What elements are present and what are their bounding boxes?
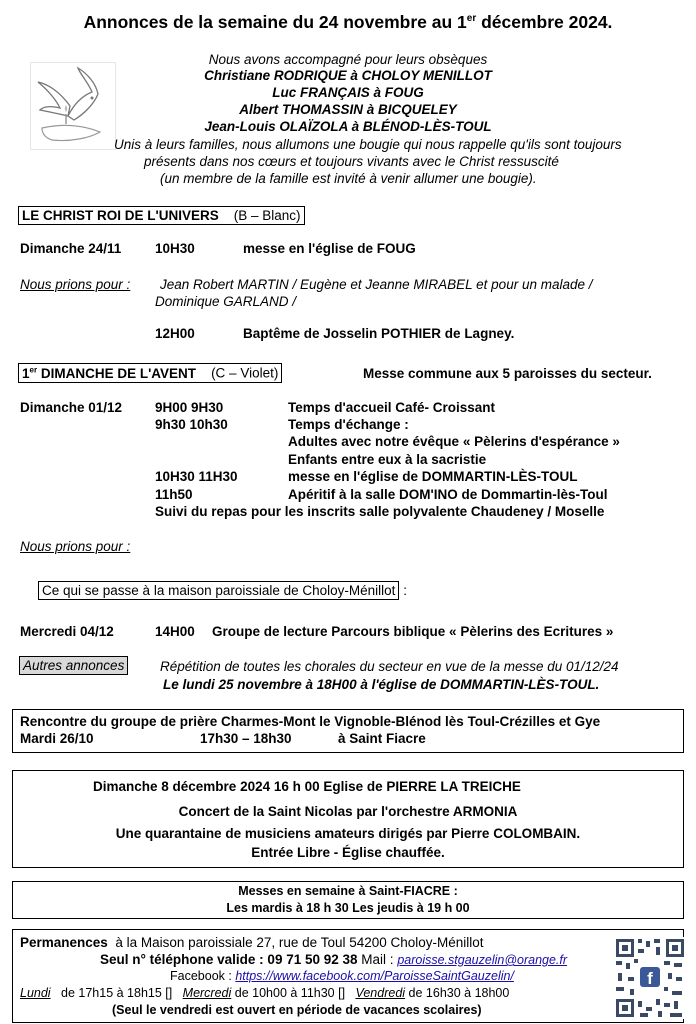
mass-event: messe en l'église de FOUG <box>243 241 416 256</box>
prayer-group-place: à Saint Fiacre <box>338 731 426 746</box>
schedule-event: Temps d'échange : <box>288 417 409 432</box>
opening-hours: Lundi de 17h15 à 18h15 [] Mercredi de 10h00 à 11h30 [] Vendredi de 16h30 à 18h00 <box>20 986 510 1000</box>
pray-label: Nous prions pour : <box>20 539 131 554</box>
baptism-time: 12H00 <box>155 326 195 341</box>
pray-names: Jean Robert MARTIN / Eugène et Jeanne MIRABEL et pour un malade / <box>160 277 593 292</box>
permanences-line: Permanences à la Maison paroissiale 27, rue de Toul 54200 Choloy-Ménillot <box>20 935 484 950</box>
page-title: Annonces de la semaine du 24 novembre au 1er décembre 2024. <box>83 12 613 32</box>
weekday-mass-times: Les mardis à 18 h 30 Les jeudis à 19 h 00 <box>226 901 470 915</box>
obituary-message: (un membre de la famille est invité à venir allumer une bougie). <box>160 171 537 186</box>
prayer-group-time: 17h30 – 18h30 <box>200 731 292 746</box>
mass-day: Dimanche 01/12 <box>20 400 123 415</box>
section-heading-avent: 1er DIMANCHE DE L'AVENT (C – Violet) <box>18 363 282 383</box>
schedule-time: 9H00 9H30 <box>155 400 224 415</box>
section-heading-maison: Ce qui se passe à la maison paroissiale de Choloy-Ménillot : <box>38 583 407 598</box>
contact-line: Seul n° téléphone valide : 09 71 50 92 38 Mail : paroisse.stgauzelin@orange.fr <box>100 952 568 967</box>
schedule-time: 10H30 11H30 <box>155 469 238 484</box>
autres-annonces-line: Répétition de toutes les chorales du secteur en vue de la messe du 01/12/24 <box>160 659 619 674</box>
event-day: Mercredi 04/12 <box>20 624 114 639</box>
obituary-intro: Nous avons accompagné pour leurs obsèques <box>208 52 488 67</box>
schedule-time: 9h30 10h30 <box>155 417 228 432</box>
svg-text:f: f <box>647 969 653 988</box>
obituary-name: Christiane RODRIQUE à CHOLOY MENILLOT <box>204 68 492 83</box>
schedule-event: Adultes avec notre évêque « Pèlerins d'espérance » <box>288 434 620 449</box>
pray-names: Dominique GARLAND / <box>155 294 297 309</box>
schedule-meal: Suivi du repas pour les inscrits salle polyvalente Chaudeney / Moselle <box>155 504 605 519</box>
baptism-event: Baptême de Josselin POTHIER de Lagney. <box>243 326 515 341</box>
event-description: Groupe de lecture Parcours biblique « Pèlerins des Ecritures » <box>212 624 614 639</box>
concert-description: Une quarantaine de musiciens amateurs dirigés par Pierre COLOMBAIN. <box>115 826 581 841</box>
schedule-time: 11h50 <box>155 487 193 502</box>
obituary-name: Jean-Louis OLAÏZOLA à BLÉNOD-LÈS-TOUL <box>204 119 492 134</box>
schedule-event: Apéritif à la salle DOM'INO de Dommartin-lès-Toul <box>288 487 608 502</box>
obituary-message: présents dans nos cœurs et toujours vivants avec le Christ ressuscité <box>144 154 559 169</box>
weekday-mass-title: Messes en semaine à Saint-FIACRE : <box>238 884 458 898</box>
qr-code-icon[interactable] <box>614 937 686 1019</box>
event-time: 14H00 <box>155 624 195 639</box>
facebook-line: Facebook : https://www.facebook.com/ParoisseSaintGauzelin/ <box>170 969 514 983</box>
prayer-group-title: Rencontre du groupe de prière Charmes-Mont le Vignoble-Blénod lès Toul-Crézilles et Gye <box>20 714 601 729</box>
obituary-name: Albert THOMASSIN à BICQUELEY <box>239 102 457 117</box>
schedule-event: Enfants entre eux à la sacristie <box>288 452 487 467</box>
pray-label: Nous prions pour : <box>20 277 131 292</box>
concert-date: Dimanche 8 décembre 2024 16 h 00 Eglise de PIERRE LA TREICHE <box>93 779 521 794</box>
holiday-note: (Seul le vendredi est ouvert en période de vacances scolaires) <box>112 1003 482 1017</box>
email-link[interactable]: paroisse.stgauzelin@orange.fr <box>397 953 568 967</box>
mass-day: Dimanche 24/11 <box>20 241 122 256</box>
schedule-event: messe en l'église de DOMMARTIN-LÈS-TOUL <box>288 469 578 484</box>
mass-time: 10H30 <box>155 241 195 256</box>
concert-title: Concert de la Saint Nicolas par l'orchestre ARMONIA <box>178 804 518 819</box>
obituary-message: Unis à leurs familles, nous allumons une bougie qui nous rappelle qu'ils sont toujours <box>114 137 622 152</box>
prayer-group-day: Mardi 26/10 <box>20 731 94 746</box>
schedule-event: Temps d'accueil Café- Croissant <box>288 400 496 415</box>
concert-entry: Entrée Libre - Église chauffée. <box>251 845 445 860</box>
autres-annonces-line: Le lundi 25 novembre à 18H00 à l'église de DOMMARTIN-LÈS-TOUL. <box>163 677 600 692</box>
autres-annonces-label: Autres annonces <box>19 656 128 675</box>
obituary-name: Luc FRANÇAIS à FOUG <box>272 85 424 100</box>
facebook-link[interactable]: https://www.facebook.com/ParoisseSaintGauzelin/ <box>235 969 514 983</box>
section-heading-christ-roi: LE CHRIST ROI DE L'UNIVERS (B – Blanc) <box>18 206 305 225</box>
avent-note: Messe commune aux 5 paroisses du secteur. <box>363 366 652 381</box>
